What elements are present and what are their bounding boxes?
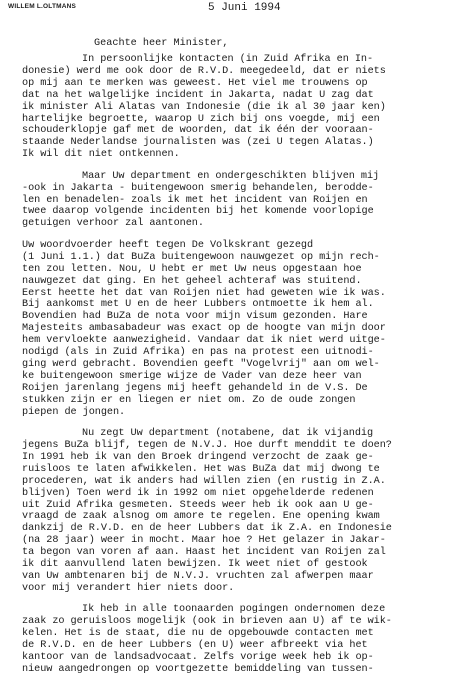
letterhead: [8, 3, 440, 15]
text-line: ik dit aanvullend laten bewijzen. Ik weet niet of gestook: [22, 559, 368, 571]
text-line: procederen, wat ik anders had willen zien (en rustig in Z.A.: [22, 475, 386, 487]
text-line: Ik heb in alle toonaarden pogingen ondernomen deze: [82, 604, 386, 616]
text-line: vraagd de zaak alsnog om amore te regelen. Ene opening kwam: [22, 511, 380, 523]
text-line: Majesteits ambasabadeur was exact op de hoogte van mijn door: [22, 323, 386, 335]
paragraph: [22, 54, 442, 161]
text-line: nauwgezet dat ging. En het geheel achteraf was stuitend.: [22, 275, 362, 287]
text-line: (na 28 jaar) weer in mocht. Maar hoe ? Het gelazer in Jakar-: [22, 535, 386, 547]
text-line: getuigen verhoor zal aantonen.: [22, 218, 204, 230]
text-line: ik minister Ali Alatas van Indonesie (die ik al 30 jaar ken): [22, 101, 386, 113]
text-line: ta begon van voren af aan. Haast het incident van Roijen zal: [22, 547, 386, 559]
text-line: zaak zo geruisloos mogelijk (ook in brieven aan U) af te wik-: [22, 616, 392, 628]
text-line: schouderklopje gaf met de woorden, dat ik één der vooraan-: [22, 125, 374, 137]
text-line: ke buitengewoon smerige wijze de Vader van deze heer van: [22, 370, 362, 382]
text-line: In persoonlijke kontacten (in Zuid Afrika en In-: [82, 54, 374, 65]
text-line: voor mij verandert hier niets door.: [22, 582, 235, 594]
text-line: van Uw ambtenaren bij de N.V.J. vruchten zal afwerpen maar: [22, 570, 374, 582]
text-line: ruisloos te laten afwikkelen. Het was BuZa dat mij dwong te: [22, 463, 380, 475]
text-line: hartelijke begroette, waarop U zich bij ons voegde, mij een: [22, 113, 380, 125]
text-line: dat na het walgelijke incident in Jakarta, nadat U zag dat: [22, 89, 374, 101]
text-line: Uw woordvoerder heeft tegen De Volkskrant gezegd: [22, 239, 314, 251]
letter-body: [22, 54, 442, 685]
text-line: Bij aankomst met U en de heer Lubbers ontmoette ik hem al.: [22, 299, 374, 311]
text-line: nieuw aangedrongen op voortgezette bemiddeling van tussen-: [22, 663, 374, 675]
text-line: dankzij de R.V.D. en de heer Lubbers dat ik Z.A. en Indonesie: [22, 523, 392, 535]
text-line: Maar Uw department en ondergeschikten blijven mij: [82, 170, 380, 182]
text-line: donesie) werd me ook door de R.V.D. meegedeeld, dat er niets: [22, 65, 386, 77]
text-line: op mij aan te merken was geweest. Het viel me trouwens op: [22, 77, 368, 89]
text-line: Bovendien had BuZa de nota voor mijn visum gezonden. Hare: [22, 311, 368, 323]
paragraph: [22, 604, 442, 675]
paragraph: [22, 428, 442, 595]
text-line: jegens BuZa blijf, tegen de N.V.J. Hoe durft menddit te doen?: [22, 439, 392, 451]
sender-name: WILLEM L.OLTMANS: [8, 3, 77, 10]
paragraph: [22, 171, 442, 231]
text-line: Eerst heette het dat van Roijen niet had geweten wie ik was.: [22, 287, 386, 299]
text-line: staande Nederlandse journalisten was (zei U tegen Alatas.): [22, 137, 374, 149]
paragraph: [22, 240, 442, 419]
text-line: Ik wil dit niet ontkennen.: [22, 149, 180, 161]
text-line: piepen de jongen.: [22, 406, 126, 418]
letter-date: 5 Juni 1994: [208, 2, 281, 14]
text-line: de R.V.D. en de heer Lubbers (en U) weer afbreekt via het: [22, 640, 368, 652]
text-line: kantoor van de landsadvocaat. Zelfs vorige week heb ik op-: [22, 651, 374, 663]
salutation: Geachte heer Minister,: [94, 38, 229, 49]
text-line: ging werd gebracht. Bovendien geeft "Vogelvrij" aan om wel-: [22, 358, 380, 370]
text-line: nodigd (als in Zuid Afrika) en pas na protest een uitnodi-: [22, 347, 374, 359]
text-line: (1 Juni 1.1.) dat BuZa buitengewoon nauwgezet op mijn rech-: [22, 251, 380, 263]
text-line: kelen. Het is de staat, die nu de opgebouwde contacten met: [22, 628, 374, 640]
text-line: blijven) Toen werd ik in 1992 om niet opgehelderde redenen: [22, 487, 374, 499]
text-line: twee daarop volgende incidenten bij het komende voorlopige: [22, 206, 374, 218]
text-line: -ook in Jakarta - buitengewoon smerig behandelen, berodde-: [22, 182, 374, 194]
text-line: Nu zegt Uw department (notabene, dat ik vijandig: [82, 428, 374, 440]
text-line: len en benadelen- zoals ik met het incident van Roijen en: [22, 194, 368, 206]
text-line: Roijen jarenlang jegens mij heeft gehandeld in de V.S. De: [22, 382, 368, 394]
text-line: hem vervloekte aanwezigheid. Vandaar dat ik niet werd uitge-: [22, 335, 386, 347]
text-line: uit Zuid Afrika gesmeten. Steeds weer heb ik ook aan U ge-: [22, 499, 374, 511]
text-line: ten zou letten. Nou, U hebt er met Uw neus opgestaan hoe: [22, 263, 362, 275]
text-line: In 1991 heb ik van den Broek dringend verzocht de zaak ge-: [22, 451, 374, 463]
text-line: stukken zijn er en liegen er niet om. Zo de oude zongen: [22, 394, 356, 406]
